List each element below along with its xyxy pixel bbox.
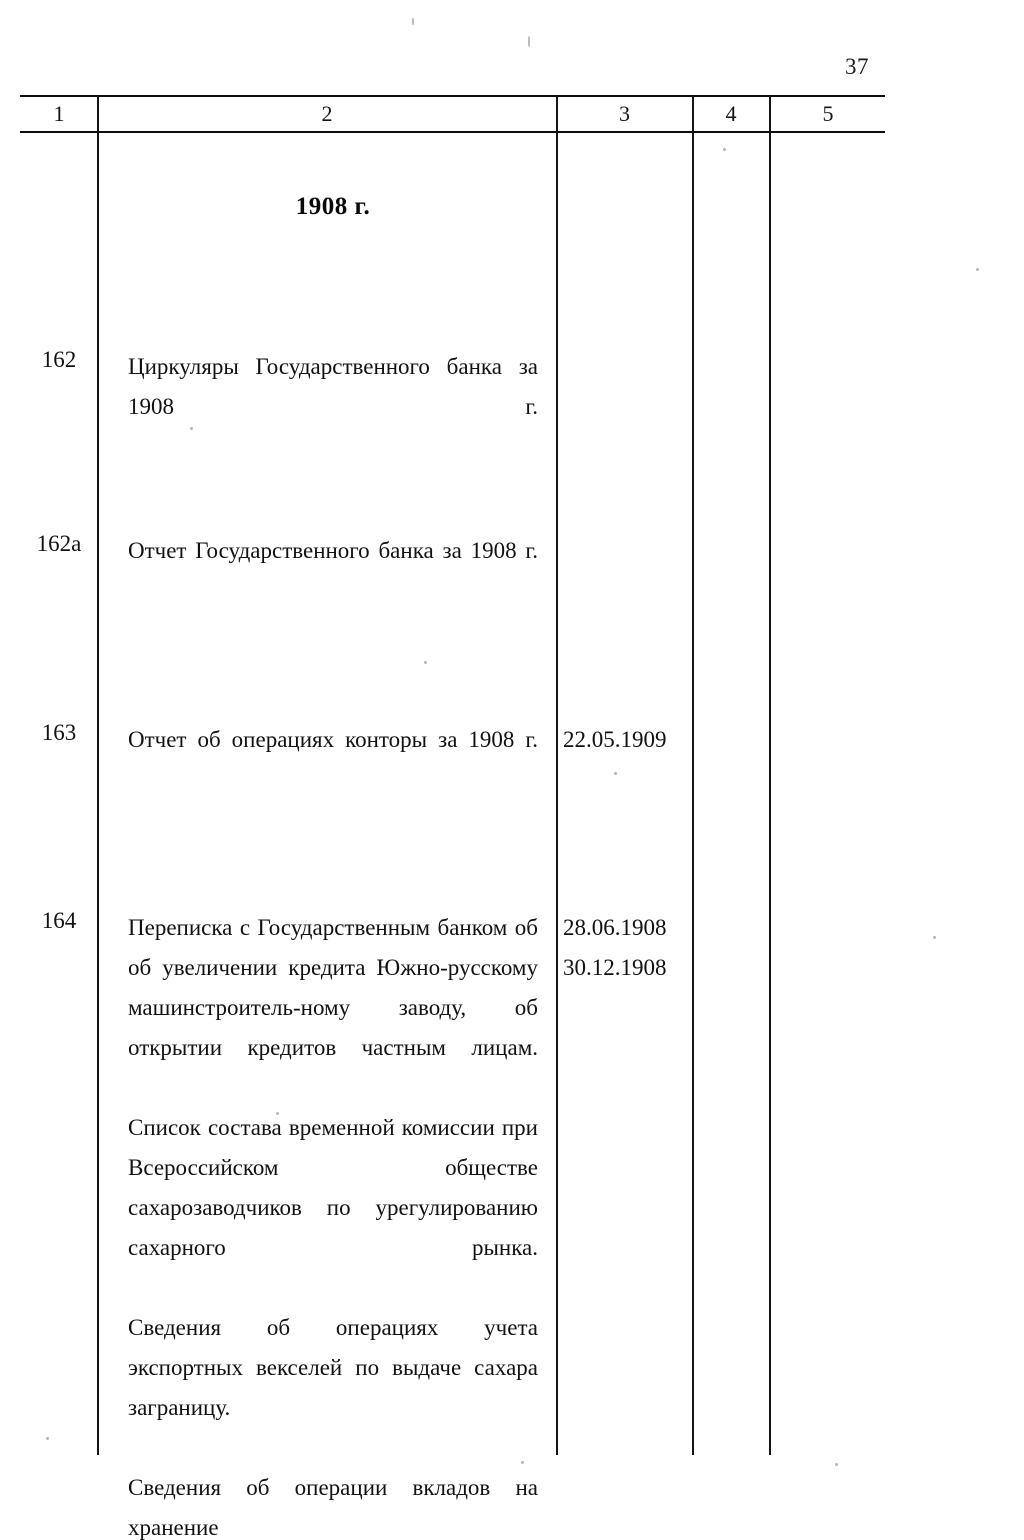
column-divider-2 [556, 95, 558, 1455]
table-row-index: 162 [41, 347, 77, 372]
table-header-bottom-border [20, 131, 885, 133]
column-header-5: 5 [822, 101, 834, 126]
table-row-index: 162а [36, 531, 82, 556]
scan-speck [976, 268, 979, 271]
column-header-1: 1 [53, 101, 65, 126]
date-value: 28.06.1908 [563, 915, 667, 940]
scan-speck [424, 661, 427, 664]
scan-speck [614, 772, 617, 775]
description-paragraph: Отчет об операциях конторы за 1908 г. [128, 727, 538, 752]
table-row-description [128, 531, 538, 611]
column-header-3: 3 [619, 101, 630, 126]
table-top-border [20, 95, 885, 97]
table-row-dates [563, 908, 689, 988]
table-row-index: 164 [41, 908, 77, 933]
scan-speck [835, 1463, 838, 1466]
table-row-description [128, 347, 538, 467]
table-row-dates [563, 720, 689, 760]
table-row-description [128, 908, 538, 1540]
scan-speck [528, 36, 530, 47]
description-paragraph: Сведения об операции вкладов на хранение [128, 1475, 538, 1540]
description-paragraph: Переписка с Государственным банком об об увеличении кредита Южно-русскому машинстроитель-ному заводу, об открытии кредитов частным лицам. [128, 915, 538, 1060]
scan-speck [412, 18, 414, 25]
table-row-description [128, 720, 538, 800]
scan-speck [276, 1112, 279, 1115]
column-divider-1 [97, 95, 99, 1455]
table-row-index: 163 [41, 720, 77, 745]
section-heading-year: 1908 г. [295, 193, 371, 220]
scan-speck [933, 936, 936, 939]
scan-speck [46, 1437, 49, 1440]
description-paragraph: Отчет Государственного банка за 1908 г. [128, 538, 538, 563]
scan-speck [723, 148, 726, 151]
date-value: 22.05.1909 [563, 727, 667, 752]
description-paragraph: Циркуляры Государственного банка за 1908 г. [128, 354, 538, 419]
description-paragraph: Сведения об операциях учета экспортных векселей по выдаче сахара заграницу. [128, 1315, 538, 1420]
column-divider-3 [692, 95, 694, 1455]
column-divider-4 [769, 95, 771, 1455]
column-header-2: 2 [321, 101, 333, 126]
column-header-4: 4 [725, 101, 737, 126]
scan-speck [521, 1461, 524, 1464]
date-value: 30.12.1908 [563, 955, 667, 980]
page-number: 37 [845, 54, 869, 79]
scan-speck [190, 427, 193, 430]
description-paragraph: Список состава временной комиссии при Всероссийском обществе сахарозаводчиков по урегулированию сахарного рынка. [128, 1115, 538, 1260]
